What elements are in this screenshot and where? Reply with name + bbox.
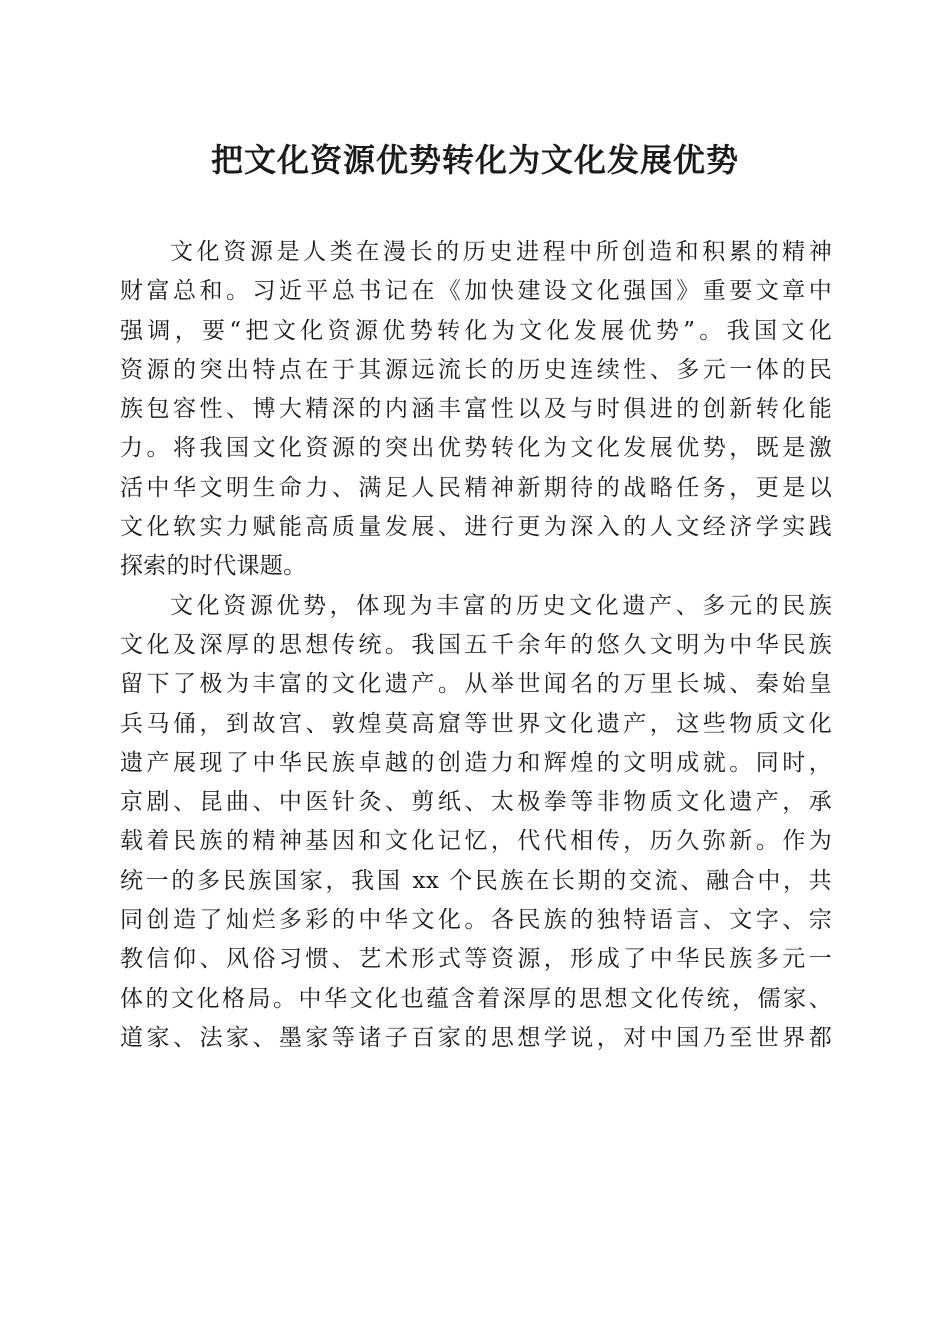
text-line: 同创造了灿烂多彩的中华文化。各民族的独特语言、文字、宗 [120, 907, 832, 934]
text-line: 文化及深厚的思想传统。我国五千余年的悠久文明为中华民族 [120, 631, 832, 658]
text-line: 资源的突出特点在于其源远流长的历史连续性、多元一体的民 [120, 356, 832, 383]
document-title: 把文化资源优势转化为文化发展优势 [210, 141, 739, 179]
text-line: 遗产展现了中华民族卓越的创造力和辉煌的文明成就。同时， [120, 749, 832, 776]
text-line: 教信仰、风俗习惯、艺术形式等资源，形成了中华民族多元一 [120, 946, 832, 973]
text-line: 财富总和。习近平总书记在《加快建设文化强国》重要文章中 [120, 278, 832, 305]
text-line: 文化资源是人类在漫长的历史进程中所创造和积累的精神 [170, 239, 832, 265]
text-line: 京剧、昆曲、中医针灸、剪纸、太极拳等非物质文化遗产，承 [120, 789, 832, 816]
text-line: 活中华文明生命力、满足人民精神新期待的战略任务，更是以 [120, 474, 832, 501]
text-line: 体的文化格局。中华文化也蕴含着深厚的思想文化传统，儒家、 [120, 985, 832, 1012]
text-line: 文化资源优势，体现为丰富的历史文化遗产、多元的民族 [170, 592, 832, 619]
text-line: 留下了极为丰富的文化遗产。从举世闻名的万里长城、秦始皇 [120, 671, 832, 698]
text-line: 族包容性、博大精深的内涵丰富性以及与时俱进的创新转化能 [120, 396, 832, 423]
text-line: 文化软实力赋能高质量发展、进行更为深入的人文经济学实践 [120, 514, 832, 541]
document-body [120, 233, 832, 1058]
text-line: 兵马俑，到故宫、敦煌莫高窟等世界文化遗产，这些物质文化 [120, 710, 832, 737]
paragraph [120, 233, 832, 587]
text-line: 探索的时代课题。 [120, 553, 307, 580]
paragraph [120, 587, 832, 1059]
text-line: 统一的多民族国家，我国 xx 个民族在长期的交流、融合中，共 [120, 867, 832, 894]
text-line: 强调，要“把文化资源优势转化为文化发展优势”。我国文化 [120, 317, 832, 344]
text-line: 力。将我国文化资源的突出优势转化为文化发展优势，既是激 [120, 435, 832, 462]
text-line: 道家、法家、墨家等诸子百家的思想学说，对中国乃至世界都 [120, 1024, 832, 1051]
text-line: 载着民族的精神基因和文化记忆，代代相传，历久弥新。作为 [120, 828, 832, 855]
